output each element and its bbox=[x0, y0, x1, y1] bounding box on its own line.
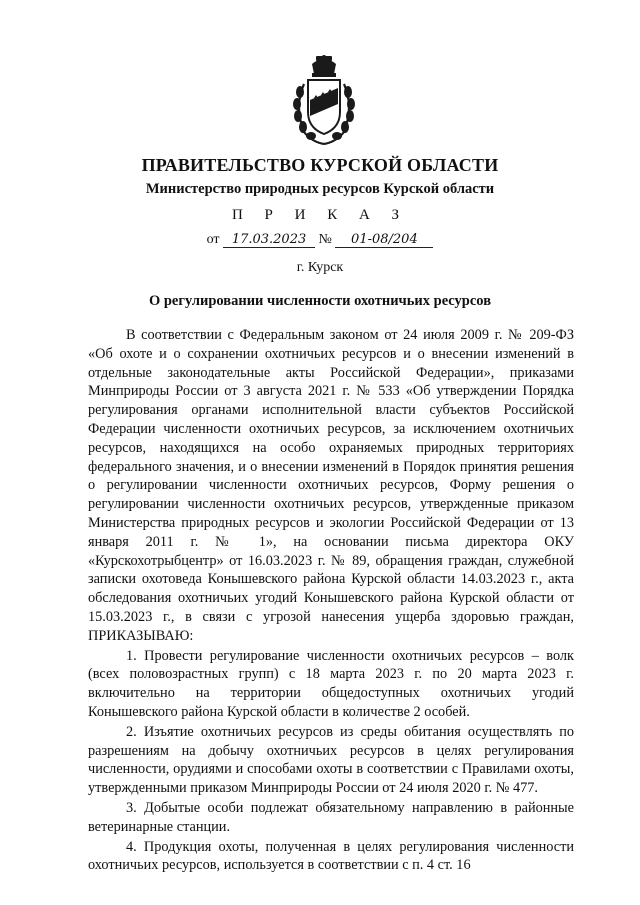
paragraph-item-3: 3. Добытые особи подлежат обязательному направлению в районные ветеринарные станции. bbox=[88, 799, 574, 835]
document-type: П Р И К А З bbox=[231, 207, 409, 223]
document-subject: О регулировании численности охотничьих ресурсов bbox=[148, 293, 492, 309]
number-prefix: № bbox=[318, 232, 332, 247]
government-title: ПРАВИТЕЛЬСТВО КУРСКОЙ ОБЛАСТИ bbox=[141, 155, 499, 175]
paragraph-preamble: В соответствии с Федеральным законом от 24 июля 2009 г. № 209-ФЗ «Об охоте и о сохранении охотничьих ресурсов и о внесении изменений в отдельные законодательные акты Российской Федерации», приказами Минприроды России от 3 августа 2021 г. № 533 «Об утверждении Порядка регулирования органами исполнительной власти субъектов Российской Федерации численности охотничьих ресурсов, за исключением охотничьих ресурсов, находящихся на особо охраняемых природных территориях федерального значения, и о внесении изменений в Порядок принятия решения о регулировании численности охотничьих ресурсов, Форму решения о регулировании численности охотничьих ресурсов, утвержденные приказом Министерства природных ресурсов и экологии Российской Федерации от 13 января 2011 г. № 1», на основании письма директора ОКУ «Курскохотрыбцентр» от 16.03.2023 г. № 89, обращения граждан, служебной записки охотоведа Конышевского района Курской области 14.03.2023 г., акта обследования охотничьих угодий Конышевского района Курской области от 15.03.2023 г., в связи с угрозой нанесения ущерба здоровью граждан, ПРИКАЗЫВАЮ: bbox=[88, 327, 574, 644]
document-body bbox=[88, 326, 574, 875]
date-value: 17.03.2023 bbox=[223, 232, 315, 248]
paragraph-item-2: 2. Изъятие охотничьих ресурсов из среды обитания осуществлять по разрешениям на добычу охотничьих ресурсов в целях регулирования численности, орудиями и способами охоты в соответствии с Правилами охоты, утвержденными приказом Минприроды России от 24 июля 2020 г. № 477. bbox=[88, 723, 574, 797]
date-prefix: от bbox=[206, 232, 220, 247]
ministry-name: Министерство природных ресурсов Курской области bbox=[145, 181, 495, 197]
date-number-line bbox=[0, 232, 640, 248]
paragraph-item-1: 1. Провести регулирование численности охотничьих ресурсов – волк (всех половозрастных групп) с 18 марта 2023 г. по 20 марта 2023 г. включительно на территории общедоступных охотничьих угодий Конышевского района Курской области в количестве 2 особей. bbox=[88, 647, 574, 720]
coat-of-arms-icon bbox=[290, 54, 358, 146]
number-value: 01-08/204 bbox=[335, 232, 433, 248]
paragraph-item-4: 4. Продукция охоты, полученная в целях регулирования численности охотничьих ресурсов, используется в соответствии с п. 4 ст. 16 bbox=[88, 838, 574, 874]
city: г. Курск bbox=[296, 260, 344, 275]
